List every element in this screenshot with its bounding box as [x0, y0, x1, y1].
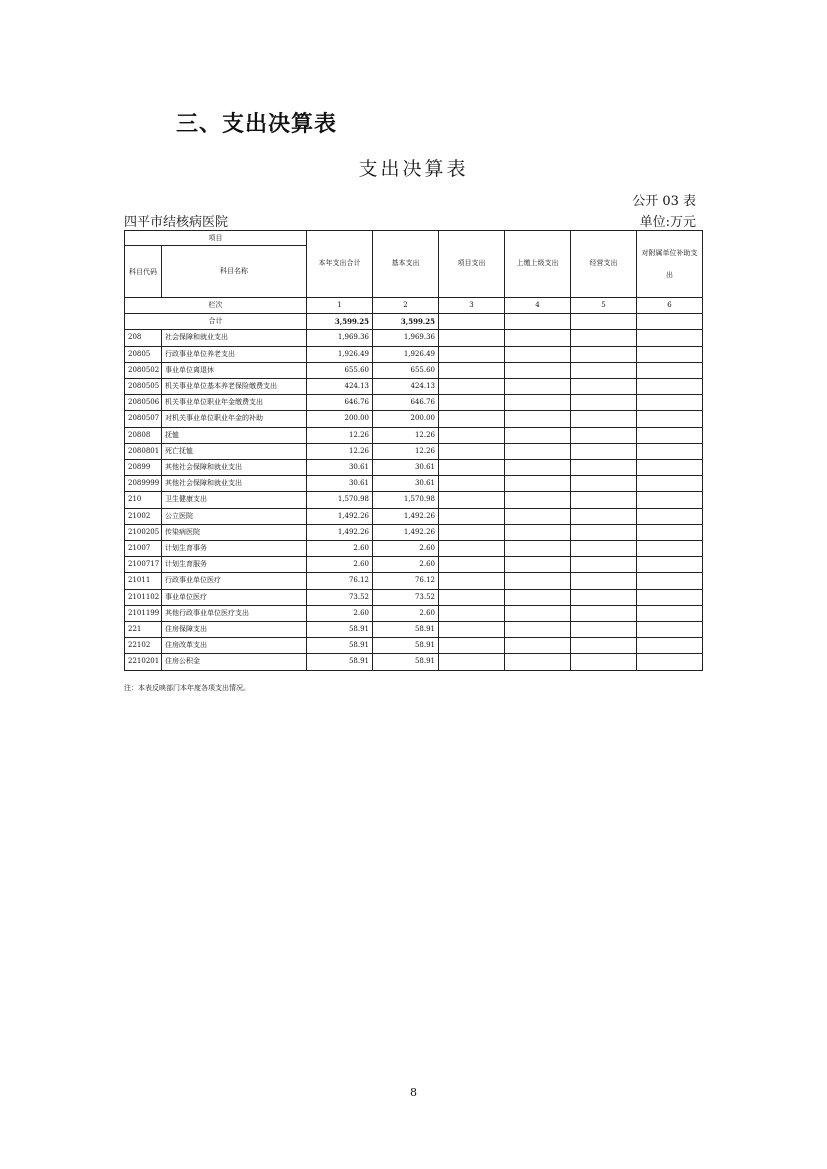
row-value: 1,969.36 — [373, 330, 439, 346]
total-value: 3,599.25 — [373, 314, 439, 330]
row-value — [439, 541, 505, 557]
row-code: 20805 — [125, 346, 162, 362]
table-row — [125, 427, 703, 443]
row-name: 社会保障和就业支出 — [162, 330, 307, 346]
row-code: 2080505 — [125, 379, 162, 395]
row-value — [505, 508, 571, 524]
row-value — [505, 605, 571, 621]
row-value — [439, 524, 505, 540]
row-value: 73.52 — [307, 589, 373, 605]
row-value — [439, 557, 505, 573]
row-value — [571, 492, 637, 508]
row-value — [439, 395, 505, 411]
row-value: 1,492.26 — [307, 524, 373, 540]
row-value — [571, 605, 637, 621]
row-name: 机关事业单位基本养老保险缴费支出 — [162, 379, 307, 395]
row-name: 其他行政事业单位医疗支出 — [162, 605, 307, 621]
row-value — [571, 557, 637, 573]
row-value — [637, 379, 703, 395]
row-value — [637, 427, 703, 443]
row-value — [637, 492, 703, 508]
row-value: 58.91 — [373, 638, 439, 654]
row-value: 58.91 — [373, 622, 439, 638]
table-row — [125, 654, 703, 670]
row-value — [439, 427, 505, 443]
row-value — [505, 411, 571, 427]
row-value — [637, 605, 703, 621]
row-value: 58.91 — [307, 638, 373, 654]
row-value — [439, 654, 505, 670]
row-value — [505, 557, 571, 573]
row-value — [637, 573, 703, 589]
row-value — [505, 395, 571, 411]
row-value — [505, 492, 571, 508]
row-value: 30.61 — [373, 476, 439, 492]
table-row — [125, 638, 703, 654]
row-value — [637, 411, 703, 427]
row-value: 1,570.98 — [373, 492, 439, 508]
row-value — [505, 589, 571, 605]
total-row — [125, 314, 703, 330]
row-value — [571, 654, 637, 670]
row-value — [571, 395, 637, 411]
row-code: 2100717 — [125, 557, 162, 573]
lanci-num: 4 — [505, 298, 571, 314]
row-value — [571, 638, 637, 654]
row-value — [637, 557, 703, 573]
total-value — [571, 314, 637, 330]
row-value — [439, 573, 505, 589]
row-name: 住房保障支出 — [162, 622, 307, 638]
row-value: 1,926.49 — [373, 346, 439, 362]
row-name: 死亡抚恤 — [162, 443, 307, 459]
row-value — [637, 524, 703, 540]
row-code: 21011 — [125, 573, 162, 589]
row-value — [505, 638, 571, 654]
row-name: 行政事业单位养老支出 — [162, 346, 307, 362]
row-value — [505, 330, 571, 346]
total-label: 合计 — [125, 314, 307, 330]
row-value: 655.60 — [307, 362, 373, 378]
row-value: 12.26 — [307, 443, 373, 459]
row-value — [571, 379, 637, 395]
row-value: 1,570.98 — [307, 492, 373, 508]
row-value: 200.00 — [373, 411, 439, 427]
row-code: 22102 — [125, 638, 162, 654]
table-row — [125, 379, 703, 395]
row-value — [571, 330, 637, 346]
lanci-num: 6 — [637, 298, 703, 314]
row-name: 计划生育事务 — [162, 541, 307, 557]
table-row — [125, 346, 703, 362]
row-value: 2.60 — [373, 605, 439, 621]
row-value: 76.12 — [373, 573, 439, 589]
expenditure-table — [124, 230, 703, 671]
row-value: 12.26 — [373, 443, 439, 459]
row-value — [439, 605, 505, 621]
row-value — [571, 460, 637, 476]
table-row — [125, 557, 703, 573]
row-name: 事业单位离退休 — [162, 362, 307, 378]
row-name: 住房改革支出 — [162, 638, 307, 654]
header-name: 科目名称 — [162, 246, 307, 298]
row-code: 20899 — [125, 460, 162, 476]
row-value — [505, 346, 571, 362]
table-title: 支出决算表 — [358, 158, 469, 180]
row-value — [439, 346, 505, 362]
page-number: 8 — [410, 1086, 417, 1099]
lanci-num: 2 — [373, 298, 439, 314]
row-value — [571, 622, 637, 638]
row-code: 2080801 — [125, 443, 162, 459]
row-value — [571, 346, 637, 362]
row-value — [439, 492, 505, 508]
row-code: 208 — [125, 330, 162, 346]
row-value: 424.13 — [373, 379, 439, 395]
row-value: 58.91 — [373, 654, 439, 670]
table-row — [125, 605, 703, 621]
header-code: 科目代码 — [125, 246, 162, 298]
row-value: 30.61 — [307, 476, 373, 492]
table-row — [125, 622, 703, 638]
header-col-1: 本年支出合计 — [307, 231, 373, 298]
row-name: 计划生育服务 — [162, 557, 307, 573]
row-value: 2.60 — [373, 541, 439, 557]
table-row — [125, 508, 703, 524]
row-value — [439, 476, 505, 492]
row-value — [571, 443, 637, 459]
row-name: 其他社会保障和就业支出 — [162, 460, 307, 476]
header-col-5: 经营支出 — [571, 231, 637, 298]
table-row — [125, 589, 703, 605]
row-code: 221 — [125, 622, 162, 638]
row-value — [505, 622, 571, 638]
lanci-num: 3 — [439, 298, 505, 314]
row-value: 30.61 — [307, 460, 373, 476]
row-value — [505, 443, 571, 459]
table-row — [125, 460, 703, 476]
row-value: 12.26 — [373, 427, 439, 443]
row-value: 12.26 — [307, 427, 373, 443]
table-row — [125, 541, 703, 557]
total-value: 3,599.25 — [307, 314, 373, 330]
row-name: 事业单位医疗 — [162, 589, 307, 605]
row-value — [439, 460, 505, 476]
row-value — [637, 330, 703, 346]
header-col-2: 基本支出 — [373, 231, 439, 298]
row-code: 21007 — [125, 541, 162, 557]
row-value — [637, 589, 703, 605]
row-value — [439, 330, 505, 346]
row-value: 58.91 — [307, 622, 373, 638]
row-value — [637, 541, 703, 557]
row-name: 其他社会保障和就业支出 — [162, 476, 307, 492]
row-value — [637, 508, 703, 524]
row-name: 抚恤 — [162, 427, 307, 443]
lanci-num: 5 — [571, 298, 637, 314]
row-name: 卫生健康支出 — [162, 492, 307, 508]
row-value: 2.60 — [373, 557, 439, 573]
row-value: 58.91 — [307, 654, 373, 670]
row-value — [439, 411, 505, 427]
lanci-label: 栏次 — [125, 298, 307, 314]
row-value — [571, 589, 637, 605]
row-name: 住房公积金 — [162, 654, 307, 670]
row-value: 1,492.26 — [307, 508, 373, 524]
total-value — [439, 314, 505, 330]
org-name: 四平市结核病医院 — [124, 215, 229, 230]
row-value — [571, 524, 637, 540]
row-code: 2100205 — [125, 524, 162, 540]
row-value — [505, 427, 571, 443]
table-note: 注：本表反映部门本年度各项支出情况。 — [124, 684, 250, 692]
table-row — [125, 411, 703, 427]
row-value — [571, 427, 637, 443]
header-row-1 — [125, 231, 703, 246]
row-value: 1,926.49 — [307, 346, 373, 362]
row-value: 30.61 — [373, 460, 439, 476]
row-value — [571, 508, 637, 524]
row-name: 公立医院 — [162, 508, 307, 524]
row-value — [637, 395, 703, 411]
row-value — [505, 654, 571, 670]
header-col-3: 项目支出 — [439, 231, 505, 298]
row-value — [505, 460, 571, 476]
total-value — [505, 314, 571, 330]
table-code: 公开 03 表 — [632, 194, 696, 209]
row-value — [439, 362, 505, 378]
row-value — [505, 476, 571, 492]
row-value — [439, 508, 505, 524]
row-value — [439, 379, 505, 395]
row-value — [505, 524, 571, 540]
row-value — [637, 654, 703, 670]
table-row — [125, 362, 703, 378]
header-col-6: 对附属单位补助支出 — [637, 231, 703, 298]
row-value: 655.60 — [373, 362, 439, 378]
row-value — [571, 476, 637, 492]
row-value: 646.76 — [373, 395, 439, 411]
row-value — [637, 638, 703, 654]
row-value: 2.60 — [307, 605, 373, 621]
table-row — [125, 395, 703, 411]
row-value: 1,492.26 — [373, 508, 439, 524]
row-value: 424.13 — [307, 379, 373, 395]
row-value: 73.52 — [373, 589, 439, 605]
row-value — [505, 573, 571, 589]
table-row — [125, 492, 703, 508]
row-code: 2080507 — [125, 411, 162, 427]
row-value: 76.12 — [307, 573, 373, 589]
row-value: 1,969.36 — [307, 330, 373, 346]
header-col-4: 上缴上级支出 — [505, 231, 571, 298]
table-row — [125, 476, 703, 492]
row-value — [439, 638, 505, 654]
lanci-row — [125, 298, 703, 314]
row-code: 20808 — [125, 427, 162, 443]
row-value — [637, 460, 703, 476]
row-name: 行政事业单位医疗 — [162, 573, 307, 589]
total-value — [637, 314, 703, 330]
row-value — [439, 443, 505, 459]
row-code: 2080502 — [125, 362, 162, 378]
table-row — [125, 443, 703, 459]
unit-label: 单位:万元 — [639, 215, 696, 230]
row-value — [505, 379, 571, 395]
row-value — [637, 443, 703, 459]
row-value — [637, 476, 703, 492]
row-value: 2.60 — [307, 557, 373, 573]
table-row — [125, 524, 703, 540]
row-code: 2089999 — [125, 476, 162, 492]
row-code: 2101199 — [125, 605, 162, 621]
row-value: 1,492.26 — [373, 524, 439, 540]
row-code: 2210201 — [125, 654, 162, 670]
row-value: 2.60 — [307, 541, 373, 557]
header-xiangmu: 项目 — [125, 231, 307, 246]
row-value — [571, 411, 637, 427]
row-value — [637, 362, 703, 378]
row-value — [439, 622, 505, 638]
row-value — [571, 541, 637, 557]
row-code: 2101102 — [125, 589, 162, 605]
row-value — [505, 541, 571, 557]
row-value — [571, 362, 637, 378]
lanci-num: 1 — [307, 298, 373, 314]
row-value — [637, 622, 703, 638]
row-code: 210 — [125, 492, 162, 508]
table-row — [125, 573, 703, 589]
row-code: 21002 — [125, 508, 162, 524]
row-name: 传染病医院 — [162, 524, 307, 540]
row-value: 646.76 — [307, 395, 373, 411]
row-name: 机关事业单位职业年金缴费支出 — [162, 395, 307, 411]
section-title: 三、支出决算表 — [176, 112, 338, 137]
row-value — [505, 362, 571, 378]
row-value — [637, 346, 703, 362]
row-value — [571, 573, 637, 589]
row-name: 对机关事业单位职业年金的补助 — [162, 411, 307, 427]
row-code: 2080506 — [125, 395, 162, 411]
table-row — [125, 330, 703, 346]
row-value: 200.00 — [307, 411, 373, 427]
row-value — [439, 589, 505, 605]
